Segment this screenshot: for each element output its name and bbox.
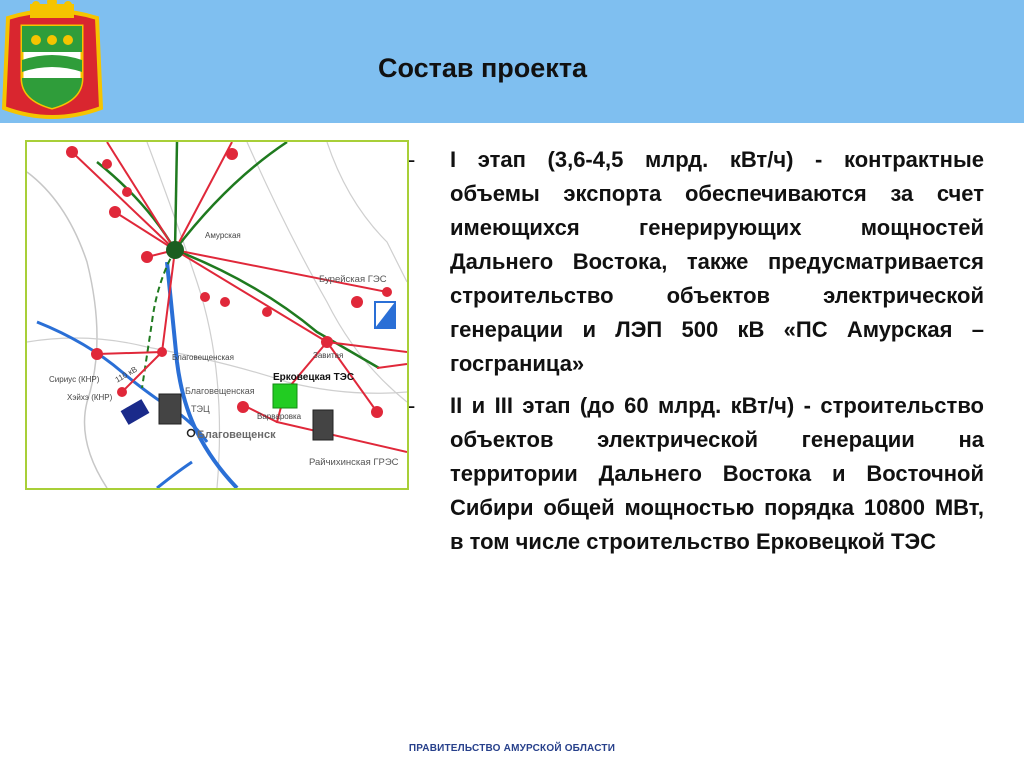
label-erkovetskaya: Ерковецкая ТЭС (273, 372, 355, 383)
label-amurskaya: Амурская (205, 231, 241, 240)
bullet-list (408, 143, 984, 567)
label-raychikhinskaya: Райчихинская ГРЭС (309, 457, 399, 468)
header-bar (0, 0, 1024, 123)
blagoveshchensk-city-icon (188, 430, 195, 437)
bullet-dash: - (408, 147, 416, 172)
label-blag-tec-2: ТЭЦ (191, 404, 210, 414)
label-blagoveshchensk: Благовещенск (197, 429, 276, 441)
erkovetskaya-tes-icon (273, 384, 297, 408)
heihe-plant-icon (121, 399, 150, 425)
bullet-text: II и III этап (до 60 млрд. кВт/ч) - строительство объектов электрической генерации на территории Дальнего Востока и Восточной Сибири общей мощностью порядка 10800 МВт, в том числе строительство Ерковецкой ТЭС (450, 393, 984, 554)
bullet-dash: - (408, 393, 416, 418)
label-zavitaya: Завитая (313, 351, 344, 360)
energy-network-map (25, 140, 409, 490)
bullet-item (408, 389, 984, 559)
label-varvarovka: Варваровка (257, 412, 302, 421)
page-title: Состав проекта (378, 53, 588, 83)
label-sirius: Сириус (КНР) (49, 375, 100, 384)
label-blag-tec-1: Благовещенская (185, 386, 255, 396)
bullet-item (408, 143, 984, 381)
raychikhinskaya-gres-icon (313, 410, 333, 440)
amurskaya-substation-icon (166, 241, 184, 259)
label-110kv: 110 кВ (113, 364, 139, 385)
footer-label: ПРАВИТЕЛЬСТВО АМУРСКОЙ ОБЛАСТИ (408, 743, 616, 754)
label-bureyskaya: Бурейская ГЭС (319, 274, 387, 285)
amur-region-coat-of-arms-icon (0, 0, 105, 123)
blagoveshchenskaya-tec-icon (159, 394, 181, 424)
map-canvas (27, 142, 407, 488)
label-heihe: Хэйхэ (КНР) (67, 393, 113, 402)
label-blagoveshchenskaya: Благовещенская (172, 353, 234, 362)
bullet-text: I этап (3,6-4,5 млрд. кВт/ч) - контрактные объемы экспорта обеспечиваются за счет имеющихся генерирующих мощностей Дальнего Востока, также предусматривается строительство объектов электрической генерации и ЛЭП 500 кВ «ПС Амурская – госграница» (450, 147, 984, 376)
